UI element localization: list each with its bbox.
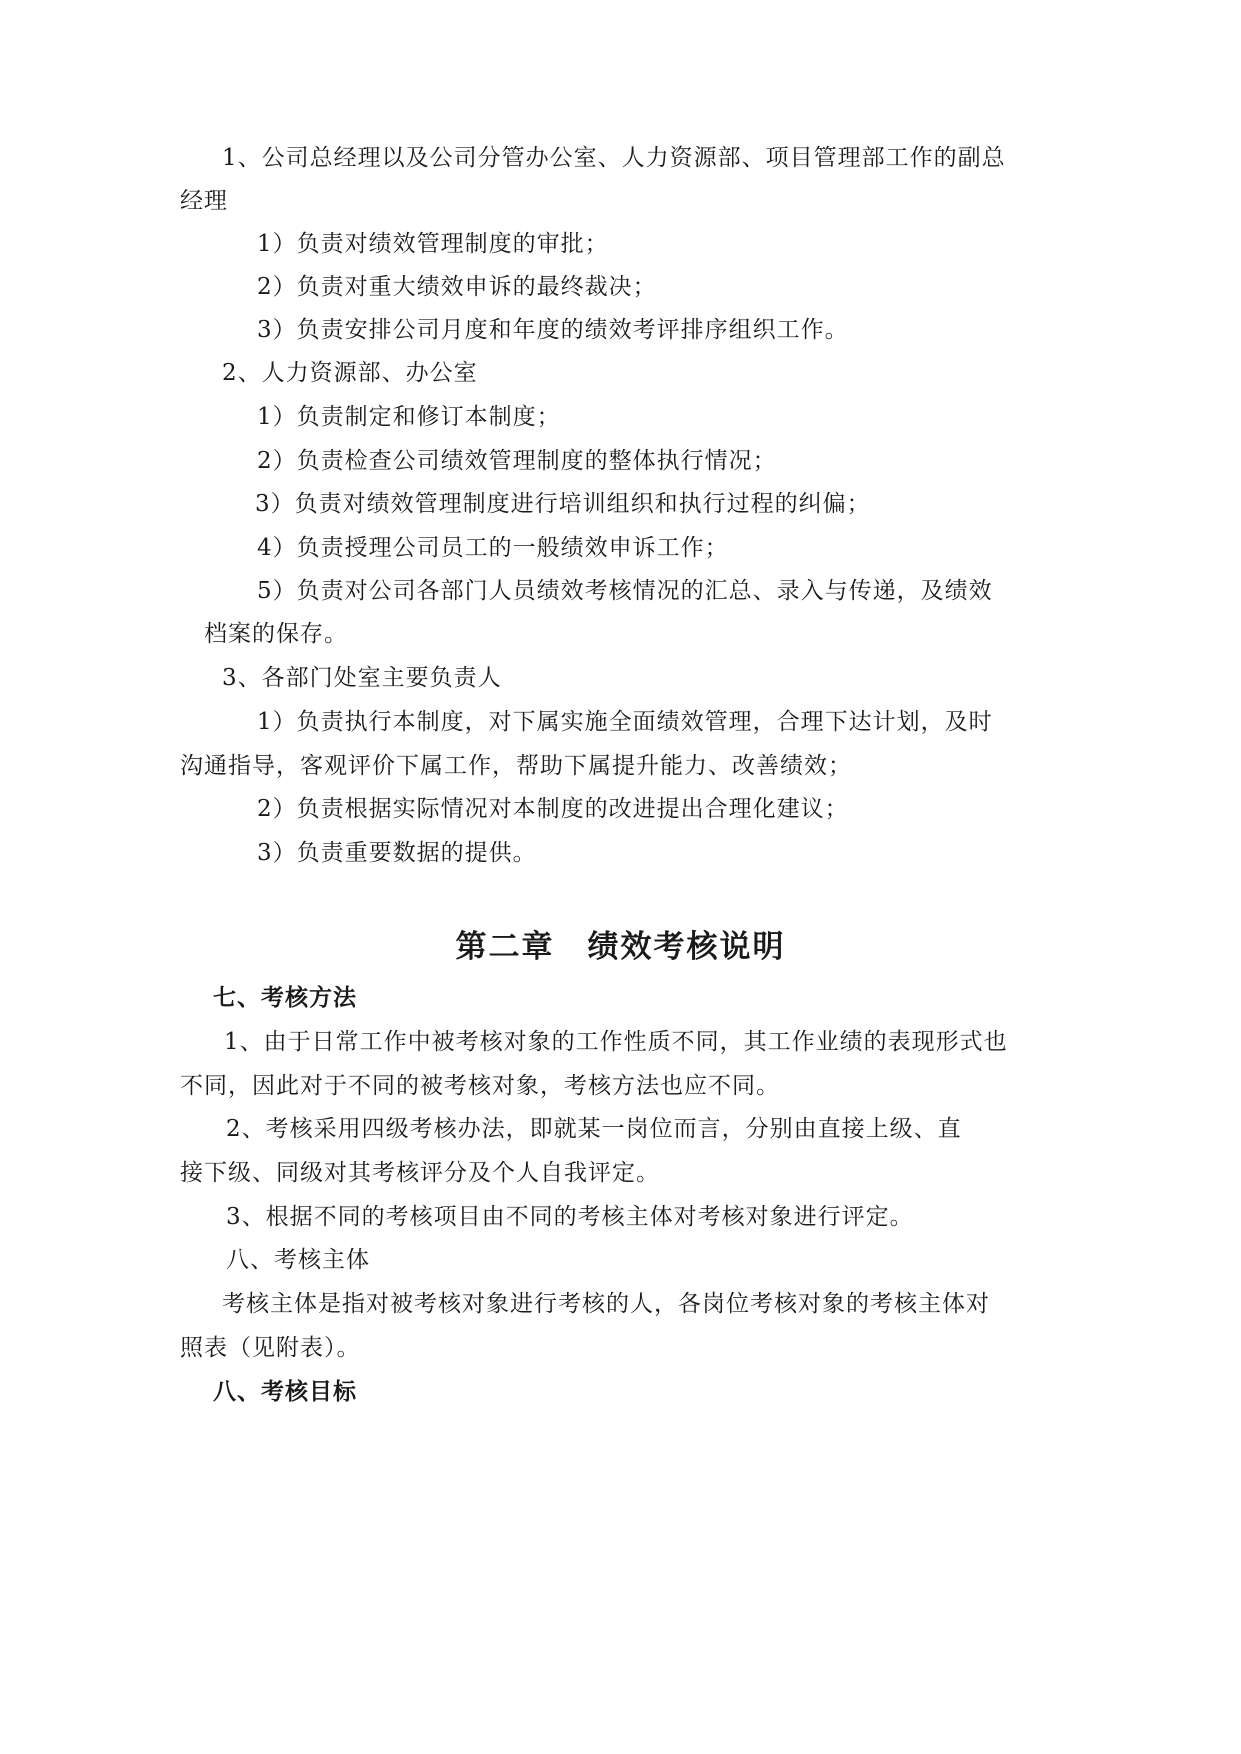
item-2-sub-2: 2）负责检查公司绩效管理制度的整体执行情况；	[257, 448, 777, 474]
item-3-sub-1-line-2: 沟通指导，客观评价下属工作，帮助下属提升能力、改善绩效；	[180, 753, 852, 779]
section-heading-assessment-method: 七、考核方法	[213, 984, 357, 1011]
item-3-sub-1-line-1: 1）负责执行本制度，对下属实施全面绩效管理，合理下达计划，及时	[257, 709, 993, 735]
item-1-line-2: 经理	[180, 188, 228, 214]
item-1-sub-1: 1）负责对绩效管理制度的审批；	[257, 231, 609, 257]
method-para-1-line-1: 1、由于日常工作中被考核对象的工作性质不同，其工作业绩的表现形式也	[224, 1029, 1008, 1055]
item-2-sub-5-line-1: 5）负责对公司各部门人员绩效考核情况的汇总、录入与传递，及绩效	[257, 578, 993, 604]
item-2-sub-5-line-2: 档案的保存。	[204, 621, 348, 647]
subject-para-line-1: 考核主体是指对被考核对象进行考核的人，各岗位考核对象的考核主体对	[222, 1291, 990, 1317]
method-para-2-line-1: 2、考核采用四级考核办法，即就某一岗位而言，分别由直接上级、直	[226, 1116, 962, 1142]
method-para-1-line-2: 不同，因此对于不同的被考核对象，考核方法也应不同。	[180, 1073, 780, 1099]
item-2-sub-3: 3）负责对绩效管理制度进行培训组织和执行过程的纠偏；	[255, 491, 871, 517]
item-3-sub-3: 3）负责重要数据的提供。	[257, 840, 537, 866]
item-1-sub-3: 3）负责安排公司月度和年度的绩效考评排序组织工作。	[257, 317, 849, 343]
item-1-line-1: 1、公司总经理以及公司分管办公室、人力资源部、项目管理部工作的副总	[222, 145, 1006, 171]
chapter-title: 第二章 绩效考核说明	[455, 929, 786, 965]
subject-para-line-2: 照表（见附表）。	[180, 1335, 361, 1361]
item-3-sub-2: 2）负责根据实际情况对本制度的改进提出合理化建议；	[257, 796, 849, 822]
item-2: 2、人力资源部、办公室	[222, 360, 478, 386]
item-2-sub-1: 1）负责制定和修订本制度；	[257, 404, 561, 430]
item-2-sub-4: 4）负责授理公司员工的一般绩效申诉工作；	[257, 535, 729, 561]
section-heading-assessment-goal: 八、考核目标	[213, 1378, 357, 1405]
item-1-sub-2: 2）负责对重大绩效申诉的最终裁决；	[257, 274, 657, 300]
method-para-3: 3、根据不同的考核项目由不同的考核主体对考核对象进行评定。	[226, 1204, 914, 1230]
section-heading-assessment-subject: 八、考核主体	[226, 1247, 370, 1273]
item-3: 3、各部门处室主要负责人	[222, 665, 502, 691]
method-para-2-line-2: 接下级、同级对其考核评分及个人自我评定。	[180, 1160, 660, 1186]
